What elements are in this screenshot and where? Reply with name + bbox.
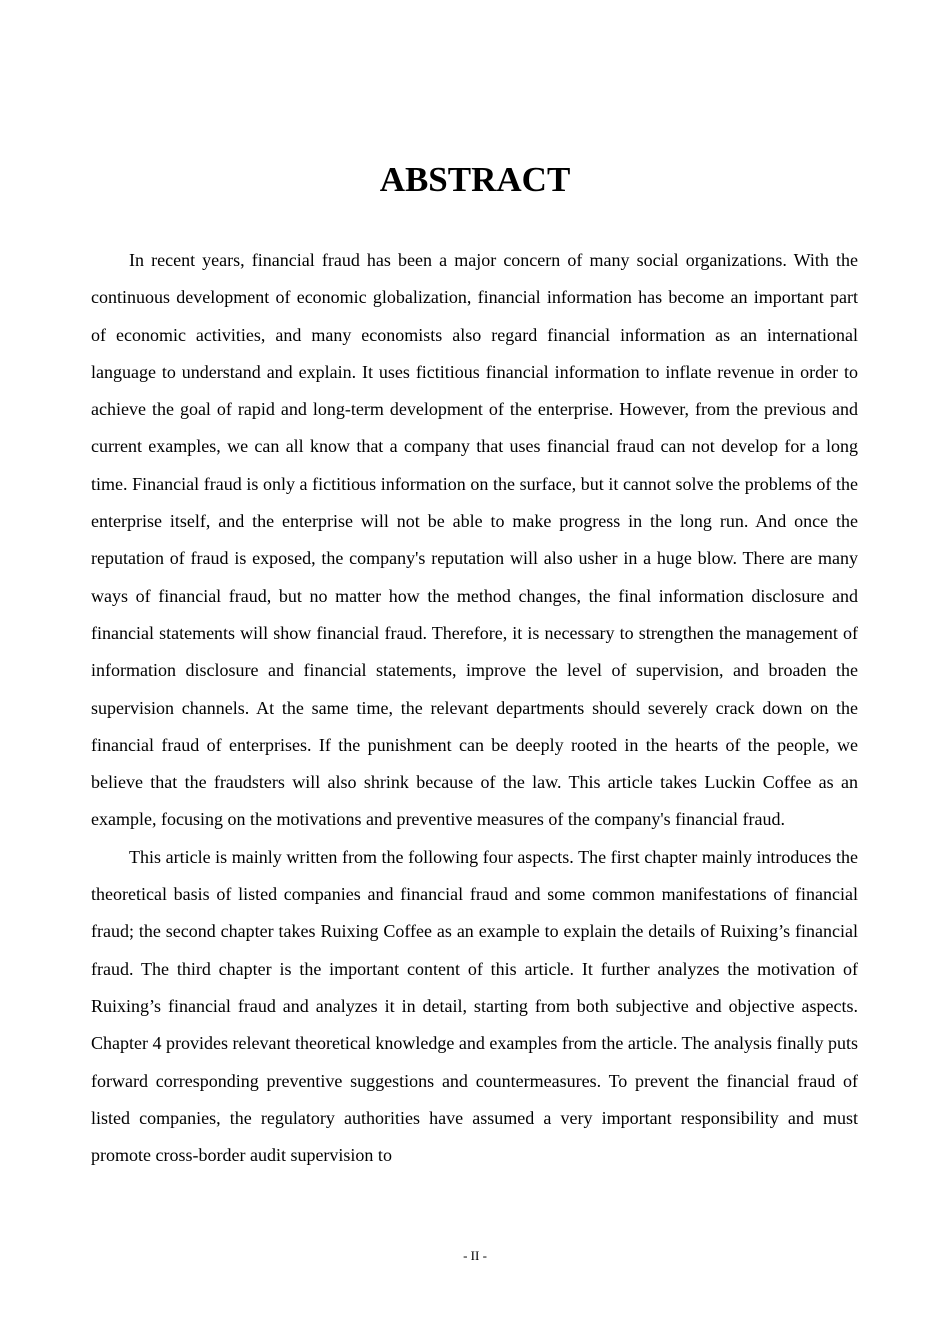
abstract-title: ABSTRACT: [379, 160, 571, 199]
abstract-paragraph-2: This article is mainly written from the following four aspects. The first chapter mainly introduces the theoretical basis of listed companies and financial fraud and some common manifestations of financial fraud; the second chapter takes Ruixing Coffee as an example to explain the details of Ruixing’s financial fraud. The third chapter is the important content of this article. It further analyzes the motivation of Ruixing’s financial fraud and analyzes it in detail, starting from both subjective and objective aspects. Chapter 4 provides relevant theoretical knowledge and examples from the article. The analysis finally puts forward corresponding preventive suggestions and countermeasures. To prevent the financial fraud of listed companies, the regulatory authorities have assumed a very important responsibility and must promote cross-border audit supervision to: [91, 846, 858, 1166]
abstract-body: [91, 242, 858, 1174]
abstract-paragraph-1: In recent years, financial fraud has been a major concern of many social organizations. With the continuous development of economic globalization, financial information has become an important part of economic activities, and many economists also regard financial information as an international language to understand and explain. It uses fictitious financial information to inflate revenue in order to achieve the goal of rapid and long-term development of the enterprise. However, from the previous and current examples, we can all know that a company that uses financial fraud can not develop for a long time. Financial fraud is only a fictitious information on the surface, but it cannot solve the problems of the enterprise itself, and the enterprise will not be able to make progress in the long run. And once the reputation of fraud is exposed, the company's reputation will also usher in a huge blow. There are many ways of financial fraud, but no matter how the method changes, the final information disclosure and financial statements will show financial fraud. Therefore, it is necessary to strengthen the management of information disclosure and financial statements, improve the level of supervision, and broaden the supervision channels. At the same time, the relevant departments should severely crack down on the financial fraud of enterprises. If the punishment can be deeply rooted in the hearts of the people, we believe that the fraudsters will also shrink because of the law. This article takes Luckin Coffee as an example, focusing on the motivations and preventive measures of the company's financial fraud.: [91, 250, 858, 830]
page-number: - II -: [463, 1248, 487, 1263]
